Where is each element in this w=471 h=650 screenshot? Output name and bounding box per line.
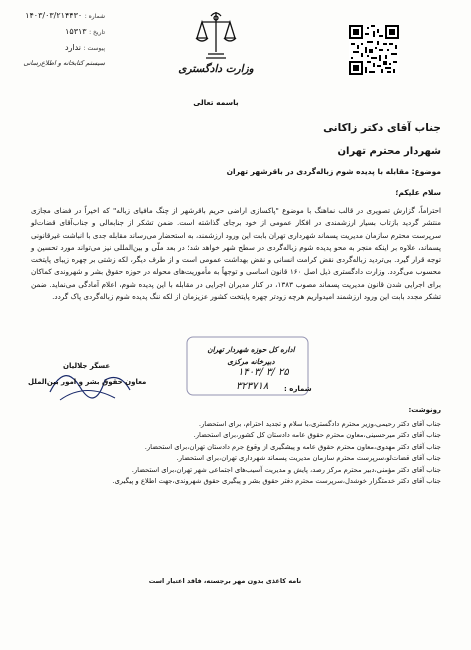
stamp-number-label: شماره : (284, 385, 312, 393)
letter-date-row (10, 24, 105, 40)
letter-subject: موضوع: مقابله با پدیده شوم زباله‌گردی در باقرشهر تهران (226, 167, 441, 176)
ministry-name: وزارت دادگستری (178, 63, 254, 75)
stamp-number-handwritten: ۳۲۳۷۱۸ (236, 381, 269, 392)
salutation: سلام علیکم؛ (395, 188, 441, 197)
stamp-line-org: اداره کل حوزه شهردار تهران (207, 345, 295, 354)
stamp-line-secretariat: دبیرخانه مرکزی (227, 357, 275, 366)
letter-meta (10, 8, 105, 71)
stamp-date-handwritten: ۱۴۰۳/ ۳/ ۲۵ (238, 367, 289, 378)
body-paragraph: احتراماً، گزارش تصویری در قالب نماهنگ با موضوع "پاکسازی اراضی حریم باقرشهر از چنگ مافیای زباله" که اخیراً در فضای مجازی منتشر گردید بازتاب بسیار ارزشمندی در افکار عمومی از خود برجای گذاشته است. ضمن تشکر از جنابعالی و جناب‌آقای قضات‌لو سرپرست محترم سازمان مدیریت پسماند شهرداری تهران بابت این ورود ارزشمند، به استحضار می‌رساند مقابله جدی با انباشت غیرقانونی پسماند، علاوه بر اینکه منجر به محو پدیده شوم زباله‌گردی در سطح شهر خواهد شد؛ در بعد ملّی و بین‌المللی نیز می‌تواند مورد تحسین و توجه قرار گیرد. بی‌تردید زباله‌گردی نقض کرامت انسانی و نقض بهداشت عمومی است و از طرف دیگر، لکه زشتی بر چهره زیبای پایتخت محسوب می‌گردد. وزارت دادگستری ذیل اصل ۱۶۰ قانون اساسی و توجهاً به مأموریت‌های محوله در حوزه حقوق بشر و شهروندی کماکان برای اجرایی شدن قانون مدیریت پسماند مصوب ۱۳۸۳، در کنار مدیران اجرایی در مقابله با این پدیده شوم، اعلام آمادگی می‌نماید. ضمن تشکر مجدد بابت این ورود ارزشمند امیدواریم هرچه زودتر چهره پایتخت کشور عزیزمان از لکه ننگ پدیده شوم زباله‌گردی پاک گردد. (31, 206, 442, 302)
letter-attachment-row (10, 40, 105, 56)
iran-emblem-icon (193, 8, 239, 62)
qr-code-icon[interactable] (349, 25, 399, 75)
signer-title: معاون حقوق بشر و امور بین‌الملل (28, 378, 147, 386)
letter-date-label: تاریخ : (89, 29, 105, 36)
letter-number-row (10, 8, 105, 24)
handwritten-note: سیستم کتابخانه و اطلاع‌رسانی (23, 59, 105, 67)
cc-list (31, 419, 441, 487)
cc-item: جناب آقای دکتر مهدوی،معاون محترم حقوق عامه و پیشگیری از وقوع جرم دادستان تهران،برای استحضار. (144, 442, 441, 451)
received-stamp (195, 344, 307, 368)
cc-item: جناب آقای قضات‌لو،سرپرست محترم سازمان مدیریت پسماند شهرداری تهران،برای استحضار. (176, 454, 441, 463)
letter-body (31, 205, 441, 303)
cc-item: جناب آقای دکتر میرحسینی،معاون محترم حقوق عامه دادستان کل کشور،برای استحضار. (193, 431, 441, 440)
letter-number-value: ۱۴۰۳/۰۳/۲۱۴۴۳۰ (25, 11, 83, 20)
signer-name: عسگر جلالیان (63, 362, 111, 370)
recipient-title: شهردار محترم تهران (337, 146, 441, 157)
letter-date-value: ۱۵۳۱۳ (65, 27, 87, 36)
letter-number-label: شماره : (84, 13, 105, 20)
letter-attachment-value: ندارد (64, 43, 82, 52)
cc-item: جناب آقای دکتر خدمتگزار خوشدل،سرپرست محترم دفتر حقوق بشر و پیگیری حقوق شهروندی،جهت اطلاع و پیگیری. (112, 477, 441, 486)
bismillah-heading: باسمه تعالی (193, 98, 239, 107)
cc-item: جناب آقای دکتر مؤمنی،دبیر محترم مرکز رصد، پایش و مدیریت آسیب‌های اجتماعی شهر تهران،برای استحضار. (131, 465, 441, 474)
cc-title: رونوشت: (408, 406, 441, 414)
letter-attachment-label: پیوست : (83, 45, 105, 52)
cc-item: جناب آقای دکتر رحیمی،وزیر محترم دادگستری،با سلام و تجدید احترام، برای استحضار. (198, 420, 441, 428)
footer-note: نامه کاغذی بدون مهر برجسته، فاقد اعتبار است (148, 577, 302, 585)
addressee-name: جناب آقای دکتر زاکانی (323, 122, 441, 134)
